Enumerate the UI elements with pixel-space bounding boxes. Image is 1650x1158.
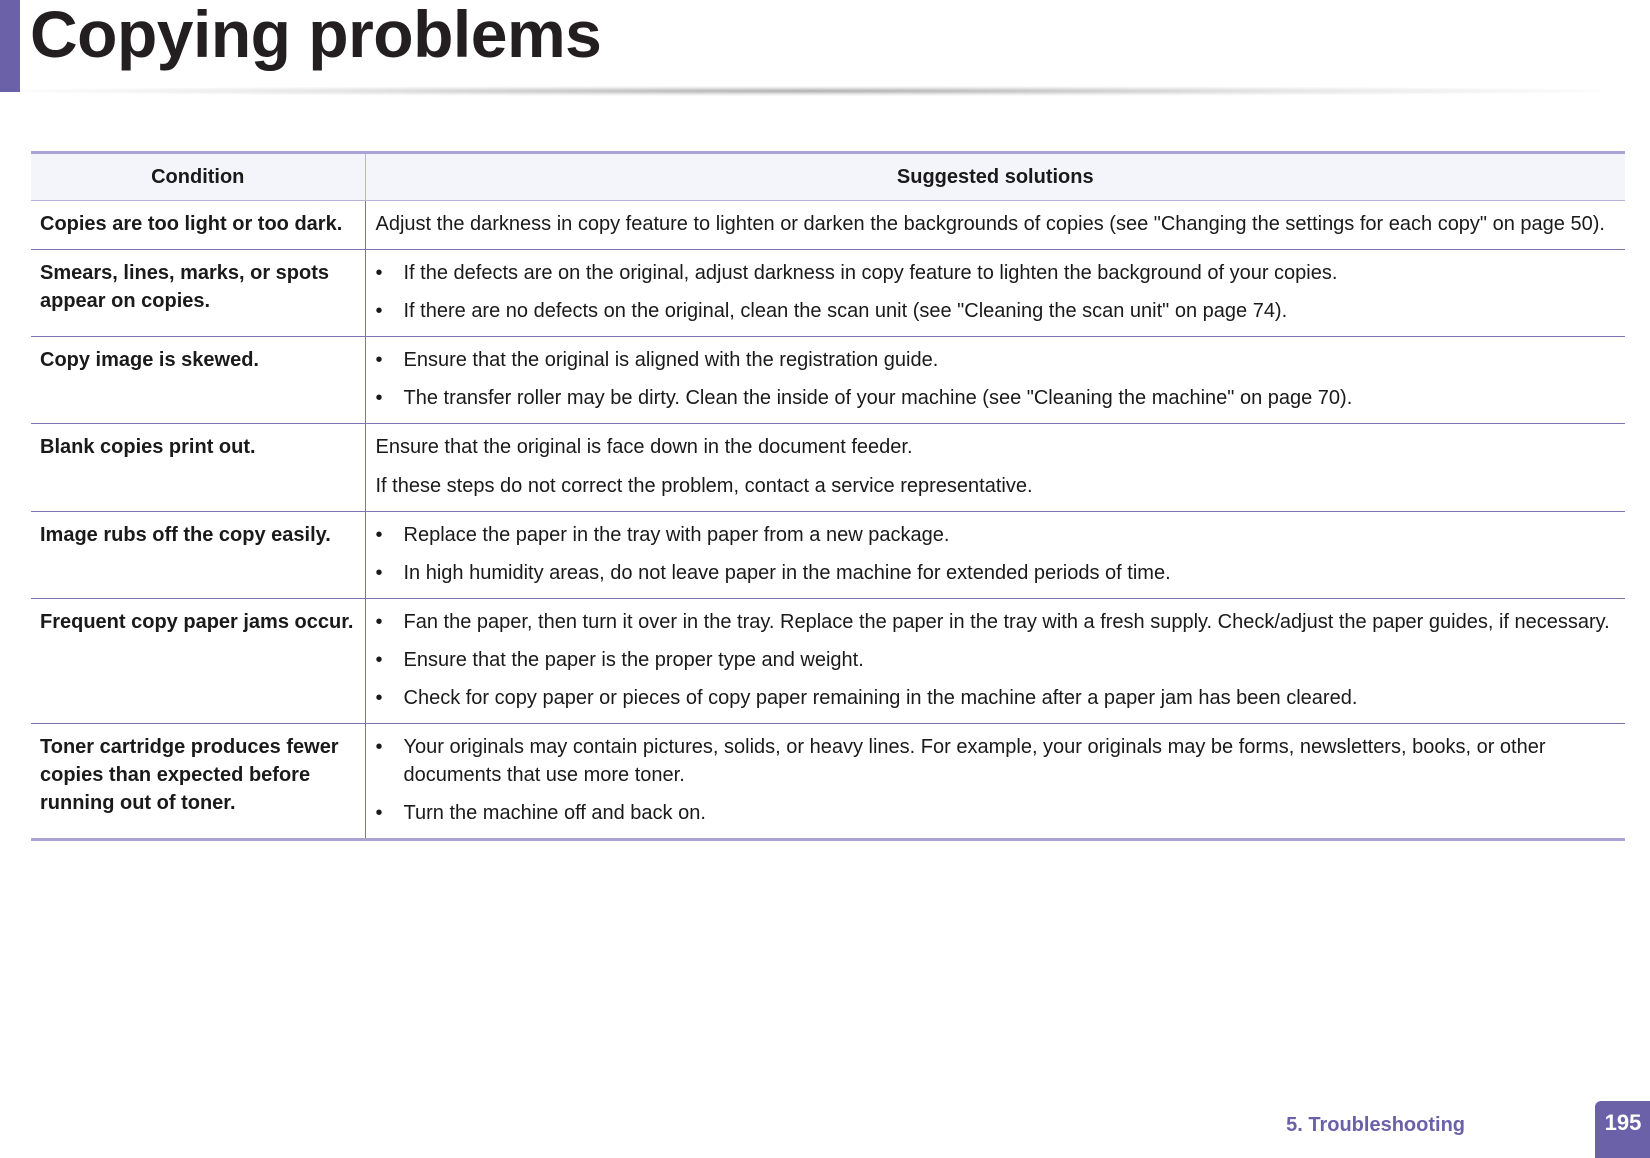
solution-cell (365, 599, 1625, 724)
list-item (376, 733, 1616, 789)
solution-cell (365, 424, 1625, 512)
solution-bullet-list (376, 259, 1616, 325)
bullet-text: Ensure that the paper is the proper type and weight. (403, 649, 864, 671)
bullet-text: Check for copy paper or pieces of copy paper remaining in the machine after a paper jam has been cleared. (403, 687, 1358, 709)
solution-bullet-list (376, 346, 1616, 412)
bullet-text: Turn the machine off and back on. (403, 802, 706, 824)
troubleshooting-table (31, 151, 1625, 841)
bullet-icon: • (375, 611, 383, 633)
list-item (376, 559, 1616, 587)
table-row (31, 250, 1625, 337)
table-body (31, 201, 1625, 840)
table-row (31, 512, 1625, 599)
list-item (376, 684, 1616, 712)
solution-cell (365, 512, 1625, 599)
title-accent-bar (0, 0, 20, 92)
title-divider (20, 86, 1600, 96)
condition-cell: Toner cartridge produces fewer copies than expected before running out of toner. (31, 724, 365, 840)
solution-bullet-list (376, 608, 1616, 712)
bullet-text: If the defects are on the original, adjust darkness in copy feature to lighten the background of your copies. (403, 262, 1338, 284)
page-number: 195 (1604, 1110, 1642, 1135)
column-header-solutions: Suggested solutions (365, 153, 1625, 201)
table-row (31, 599, 1625, 724)
bullet-icon: • (375, 649, 383, 671)
table-row (31, 337, 1625, 424)
list-item (376, 608, 1616, 636)
solution-bullet-list (376, 521, 1616, 587)
list-item (376, 646, 1616, 674)
solution-cell (365, 201, 1625, 250)
solution-paragraph: If these steps do not correct the problem, contact a service representative. (375, 475, 1033, 497)
bullet-icon: • (375, 802, 383, 824)
column-header-condition: Condition (31, 153, 365, 201)
bullet-icon: • (375, 736, 383, 758)
bullet-text: Ensure that the original is aligned with the registration guide. (403, 349, 939, 371)
solution-paragraph: Adjust the darkness in copy feature to lighten or darken the backgrounds of copies (see "Changing the settings for each copy" on page 50). (375, 213, 1605, 235)
bullet-icon: • (375, 524, 383, 546)
bullet-icon: • (375, 687, 383, 709)
condition-cell: Copy image is skewed. (31, 337, 365, 424)
condition-cell: Smears, lines, marks, or spots appear on copies. (31, 250, 365, 337)
table-row (31, 724, 1625, 840)
list-item (376, 521, 1616, 549)
bullet-text: Your originals may contain pictures, solids, or heavy lines. For example, your originals may be forms, newsletters, books, or other documents that use more toner. (403, 736, 1546, 786)
list-item (376, 346, 1616, 374)
bullet-text: If there are no defects on the original, clean the scan unit (see "Cleaning the scan unit" on page 74). (403, 300, 1288, 322)
bullet-icon: • (375, 262, 383, 284)
bullet-icon: • (375, 562, 383, 584)
condition-cell: Blank copies print out. (31, 424, 365, 512)
condition-cell: Copies are too light or too dark. (31, 201, 365, 250)
condition-cell: Frequent copy paper jams occur. (31, 599, 365, 724)
footer-section-label: 5. Troubleshooting (1286, 1114, 1465, 1136)
list-item (376, 259, 1616, 287)
solution-cell (365, 250, 1625, 337)
bullet-text: In high humidity areas, do not leave paper in the machine for extended periods of time. (403, 562, 1171, 584)
list-item (376, 297, 1616, 325)
bullet-icon: • (375, 349, 383, 371)
list-item (376, 799, 1616, 827)
bullet-text: Replace the paper in the tray with paper from a new package. (403, 524, 950, 546)
bullet-text: The transfer roller may be dirty. Clean the inside of your machine (see "Cleaning the machine" on page 70). (403, 387, 1353, 409)
solution-bullet-list (376, 733, 1616, 827)
page-title: Copying problems (30, 0, 602, 71)
solution-cell (365, 337, 1625, 424)
solution-paragraph: Ensure that the original is face down in the document feeder. (375, 436, 913, 458)
table-row (31, 201, 1625, 250)
solution-cell (365, 724, 1625, 840)
table-header-row (31, 153, 1625, 201)
list-item (376, 384, 1616, 412)
bullet-icon: • (375, 387, 383, 409)
bullet-icon: • (375, 300, 383, 322)
table-row (31, 424, 1625, 512)
condition-cell: Image rubs off the copy easily. (31, 512, 365, 599)
bullet-text: Fan the paper, then turn it over in the tray. Replace the paper in the tray with a fresh supply. Check/adjust the paper guides, if necessary. (403, 611, 1610, 633)
